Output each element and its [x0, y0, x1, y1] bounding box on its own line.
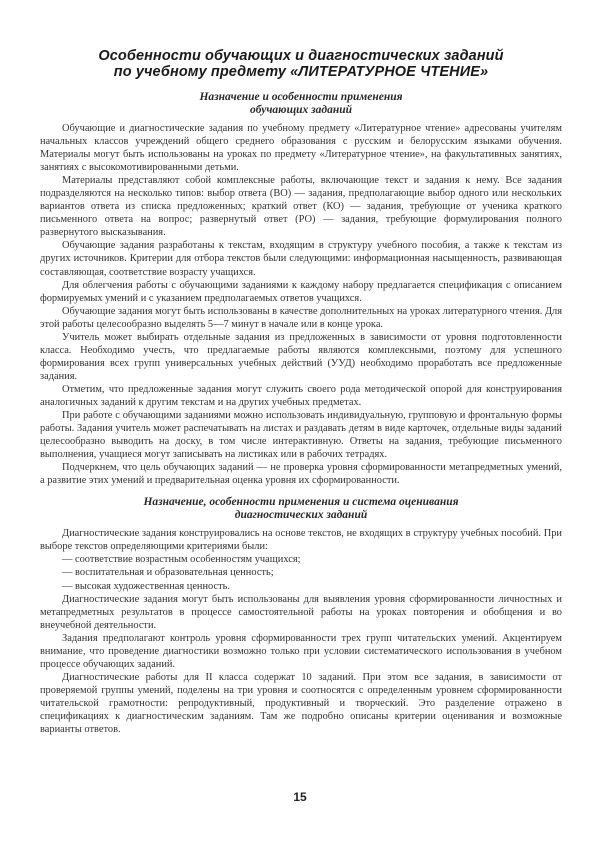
section-2-body [40, 527, 562, 736]
paragraph: Задания предполагают контроль уровня сформированности трех групп читательских умений. Акцентируем внимание, что проведение диагностики возможно только при условии систематического использования в учебном процессе обучающих заданий. [40, 632, 562, 670]
criteria-list-item: — соответствие возрастным особенностям учащихся; [62, 554, 301, 566]
paragraph: Обучающие задания разработаны к текстам, входящим в структуру учебного пособия, а также к текстам из других источников. Критерии для отбора текстов были следующими: информационная насыщенность, развивающая составляющая, соответствие возрасту учащихся. [40, 240, 562, 278]
section-2-heading [40, 496, 562, 522]
paragraph: Диагностические задания могут быть использованы для выявления уровня сформированности личностных и метапредметных результатов в процессе самостоятельной работы на уроках повторения и обобщения и во внеучебной деятельности. [40, 593, 562, 631]
paragraph: Отметим, что предложенные задания могут служить своего рода методической опорой для конструирования аналогичных заданий к другим текстам и на других учебных предметах. [40, 383, 562, 408]
document-page [40, 0, 562, 736]
paragraph: Материалы представляют собой комплексные работы, включающие текст и задания к нему. Все задания подразделяются на несколько типов: выбор ответа (ВО) — задания, предполагающие выбор одного или нескольких вариантов ответа из списка предложенных; краткий ответ (КО) — задания, требующие от ученика краткого письменного ответа на вопрос; развернутый ответ (РО) — задания, требующие формулирования полного развернутого высказывания. [40, 175, 562, 239]
paragraph: Диагностические работы для II класса содержат 10 заданий. При этом все задания, в зависимости от проверяемой группы умений, поделены на три уровня и соотносятся с определенным уровнем сформированности читательской грамотности: репродуктивный, продуктивный и творческий. Это разделение отражено в спецификациях к диагностическим заданиям. Там же подробно описаны критерии оценивания и возможные варианты ответов. [40, 671, 562, 736]
paragraph: Обучающие задания могут быть использованы в качестве дополнительных на уроках литературного чтения. Для этой работы целесообразно выделять 5—7 минут в начале или в конце урока. [40, 305, 562, 330]
section-1-body [40, 122, 562, 487]
document-title [40, 48, 562, 80]
section-2-heading-line-2: диагностических заданий [234, 509, 368, 522]
paragraph: Для облегчения работы с обучающими заданиями к каждому набору предлагается спецификация с описанием формируемых умений и с указанием предполагаемых ответов учащихся. [40, 279, 562, 304]
section-2-heading-line-1: Назначение, особенности применения и система оценивания [143, 496, 459, 509]
page-number: 15 [293, 790, 307, 804]
paragraph: При работе с обучающими заданиями можно использовать индивидуальную, групповую и фронтальную формы работы. Задания учитель может распечатывать на листах и раздавать детям в виде карточек, отдельные виды заданий целесообразно выводить на доску, в том числе интерактивную. Ответы на задания, требующие письменного выполнения, учащиеся могут записывать на листиках или в рабочих тетрадях. [40, 410, 562, 461]
criteria-list-item: — воспитательная и образовательная ценность; [62, 567, 274, 579]
section-1-heading [40, 91, 562, 117]
paragraph: Подчеркнем, что цель обучающих заданий — не проверка уровня сформированности метапредметных умений, а развитие этих умений и предварительная оценка уровня их сформированности. [40, 462, 562, 487]
section-1-heading-line-2: обучающих заданий [249, 104, 353, 116]
criteria-list-item: — высокая художественная ценность. [62, 580, 230, 592]
section-1-heading-line-1: Назначение и особенности применения [199, 91, 403, 103]
paragraph: Учитель может выбирать отдельные задания из предложенных в зависимости от уровня подготовленности класса. Необходимо учесть, что предлагаемые работы являются комплексными, поэтому для успешного формирования всех групп универсальных учебных действий (УУД) необходимо проработать все предложенные задания. [40, 331, 562, 382]
title-line-2: по учебному предмету «ЛИТЕРАТУРНОЕ ЧТЕНИЕ» [113, 64, 489, 80]
title-line-1: Особенности обучающих и диагностических заданий [98, 48, 504, 64]
paragraph-intro: Диагностические задания конструировались на основе текстов, не входящих в структуру учебных пособий. При выборе текстов определяющими критериями были: [40, 528, 562, 553]
paragraph: Обучающие и диагностические задания по учебному предмету «Литературное чтение» адресованы учителям начальных классов учреждений общего среднего образования с русским и белорусским языками обучения. Материалы могут быть использованы на уроках по предмету «Литературное чтение», на факультативных занятиях, занятиях с высокомотивированными детьми. [40, 123, 562, 174]
